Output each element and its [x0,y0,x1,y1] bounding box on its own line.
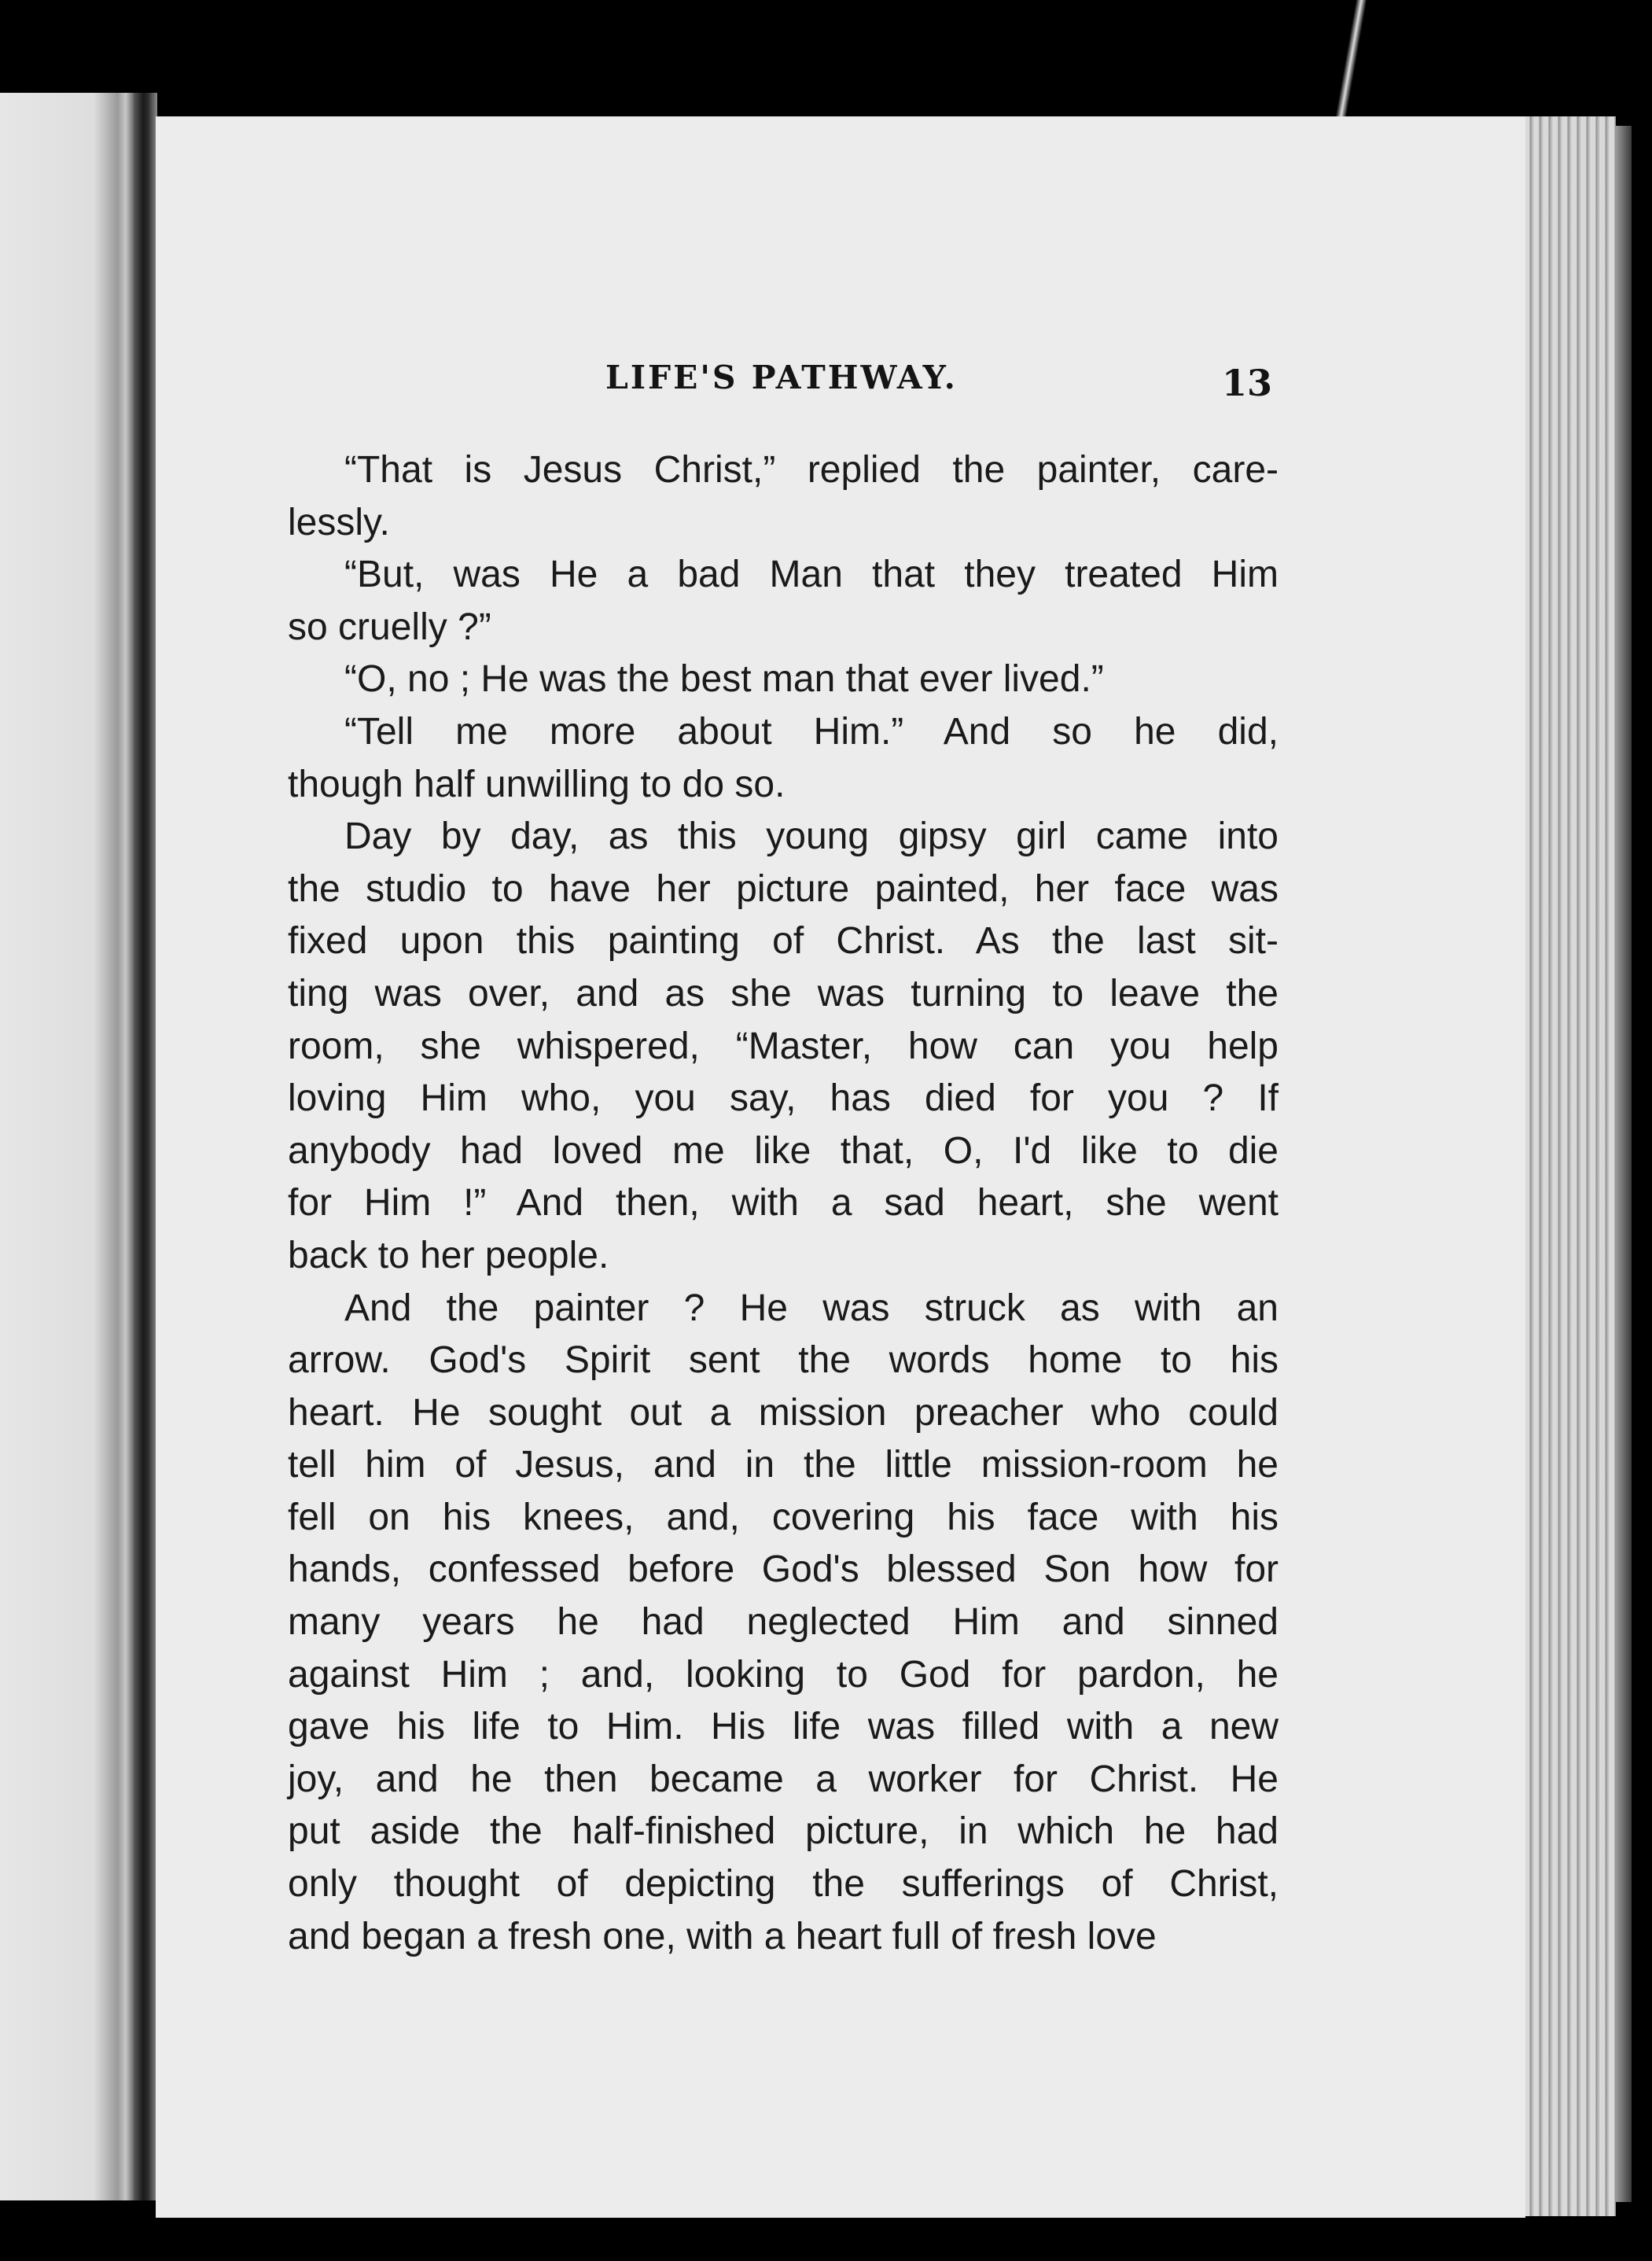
text-line: “O, no ; He was the best man that ever lived.” [344,658,1104,701]
book-gutter [134,93,157,2200]
text-line: anybody had loved me like that, O, I'd like to die [288,1129,1279,1172]
text-line: “That is Jesus Christ,” replied the painter, care- [344,449,1279,491]
page-stack-edges [1525,116,1616,2216]
body-text [288,444,1279,1963]
text-line: the studio to have her picture painted, her face was [288,867,1279,910]
text-line: back to her people. [288,1234,609,1276]
text-line: And the painter ? He was struck as with an [344,1287,1279,1329]
text-line: joy, and he then became a worker for Christ. He [288,1758,1279,1800]
running-head: LIFE'S PATHWAY. [605,359,958,396]
text-line: hands, confessed before God's blessed Son how for [288,1548,1279,1591]
text-line: room, she whispered, “Master, how can you help [288,1025,1279,1067]
text-line: arrow. God's Spirit sent the words home to his [288,1339,1279,1382]
text-line: for Him !” And then, with a sad heart, she went [288,1182,1279,1224]
text-line: “Tell me more about Him.” And so he did, [344,710,1279,753]
page-number: 13 [1222,362,1273,404]
text-line: ting was over, and as she was turning to leave the [288,972,1279,1015]
text-line: lessly. [288,501,390,543]
text-line: tell him of Jesus, and in the little mission-room he [288,1444,1279,1486]
left-page-edge [0,93,134,2200]
text-line: “But, was He a bad Man that they treated Him [344,554,1279,596]
text-line: against Him ; and, looking to God for pardon, he [288,1653,1279,1696]
text-line: put aside the half-finished picture, in which he had [288,1810,1279,1853]
text-line: so cruelly ?” [288,606,491,648]
text-line: though half unwilling to do so. [288,763,786,805]
text-line: heart. He sought out a mission preacher who could [288,1391,1279,1434]
text-line: fell on his knees, and, covering his face with his [288,1496,1279,1538]
text-line: fixed upon this painting of Christ. As the last sit- [288,920,1279,963]
text-line: and began a fresh one, with a heart full of fresh love [288,1915,1157,1957]
text-line: Day by day, as this young gipsy girl came into [344,816,1279,858]
text-line: gave his life to Him. His life was filled with a new [288,1706,1279,1748]
text-line: loving Him who, you say, has died for you ? If [288,1077,1279,1120]
page-stack-shadow [1616,126,1632,2202]
book-cover-corner [1329,0,1376,118]
text-line: many years he had neglected Him and sinned [288,1601,1279,1644]
text-line: only thought of depicting the sufferings of Christ, [288,1863,1279,1906]
